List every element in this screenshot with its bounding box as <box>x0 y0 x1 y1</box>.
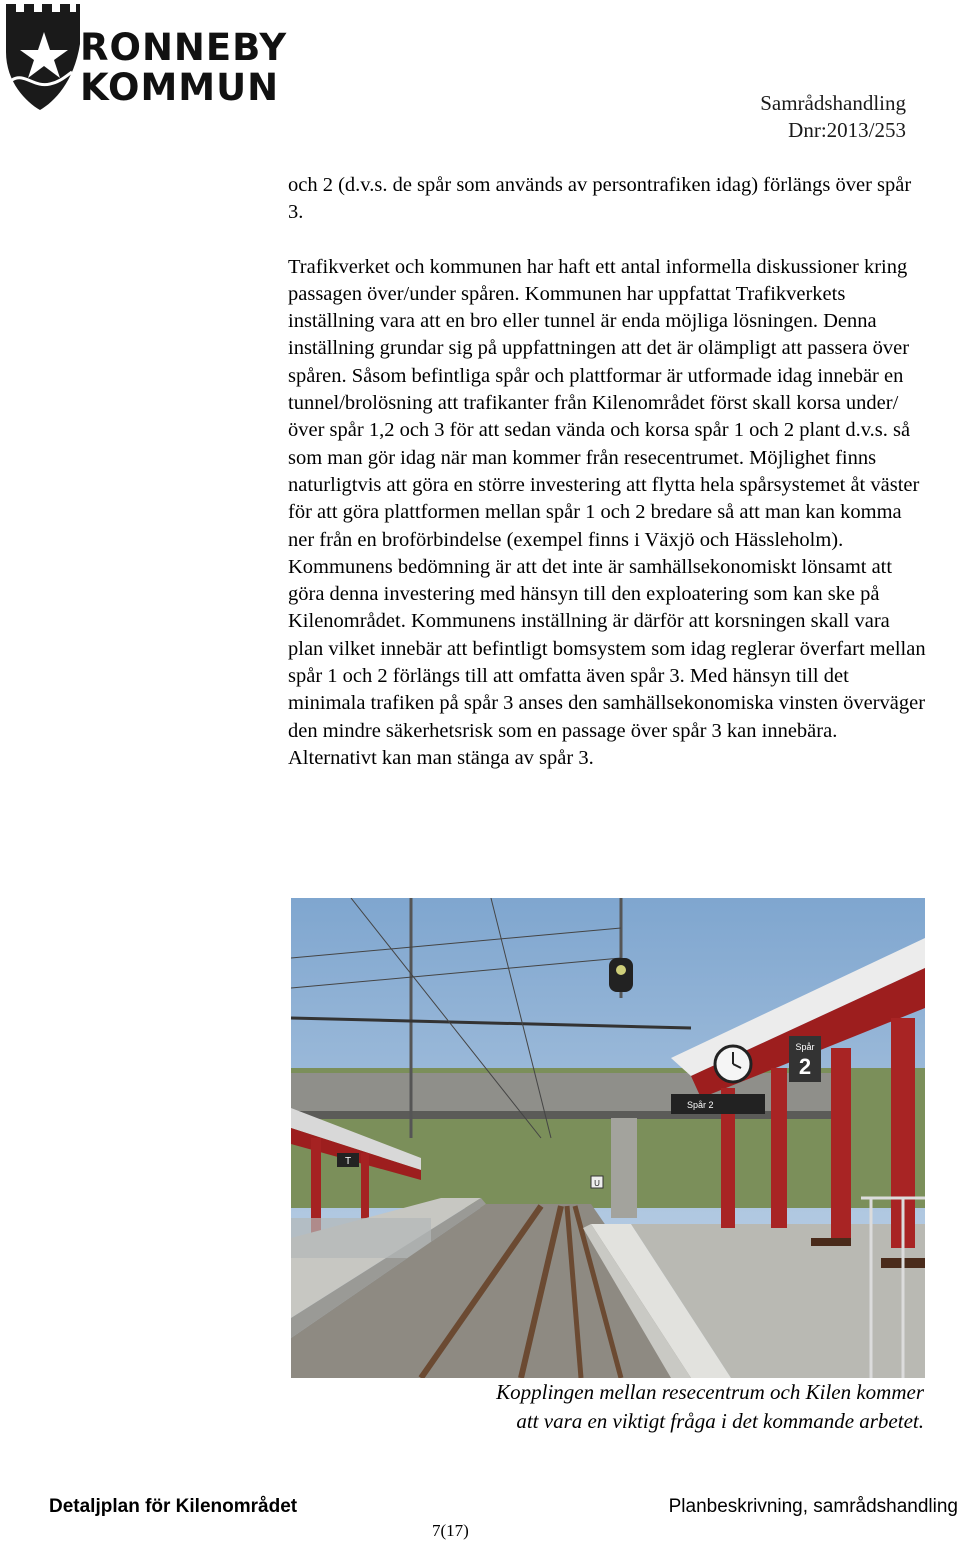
sign-t-text: T <box>344 1156 352 1167</box>
paragraph: Trafikverket och kommunen har haft ett antal informella diskussioner kring passagen över/under spåren. Kommunen har uppfattat Trafikverkets inställning vara att en bro eller tunnel är enda möjliga lösningen. Denna inställning grundar sig på uppfattningen att det är olämpligt att passera över spåren. Såsom befintliga spår och plattformar är utformade idag innebär en tunnel/brolösning att trafikanter från Kilenområdet först skall korsa under/över spår 1,2 och 3 för att sedan vända och korsa spår 1 och 2 plant d.v.s. så som man gör idag när man kommer från resecentrumet. Möjlighet finns naturligtvis att göra en större investering att flytta hela spårsystemet åt väster för att göra plattformen mellan spår 1 och 2 bredare så att man kan komma ner från en broförbindelse (exempel finns i Växjö och Hässleholm). Kommunens bedömning är att det inte är samhällsekonomiskt lönsamt att göra denna investering med hänsyn till den exploatering som kan ske på Kilenområdet. Kommunens inställning är därför att korsningen skall vara plan vilket innebär att befintligt bomsystem som idag reglerar överfart mellan spår 1 och 2 förlängs till att omfatta även spår 3. Med hänsyn till det minimala trafiken på spår 3 anses den samhällsekonomiska vinsten överväger den mindre säkerhetsrisk som en passage över spår 3 kan innebära. Alternativt kan man stänga av spår 3. <box>288 255 926 769</box>
sign-number-text: 2 <box>798 1054 812 1079</box>
sign-u-text: U <box>594 1179 600 1188</box>
document-reference <box>760 90 906 144</box>
sign-track-text: Spår <box>795 1042 815 1052</box>
footer-document-type: Planbeskrivning, samrådshandling <box>668 1496 958 1517</box>
municipality-logo <box>4 2 288 114</box>
coat-of-arms-icon <box>4 2 80 114</box>
page-number: 7(17) <box>432 1521 469 1540</box>
station-photo <box>291 898 925 1378</box>
footer-title: Detaljplan för Kilenområdet <box>49 1496 298 1517</box>
document-type: Samrådshandling <box>760 91 906 115</box>
photo-caption <box>400 1378 924 1436</box>
paragraph: och 2 (d.v.s. de spår som används av persontrafiken idag) förlängs över spår 3. <box>288 174 912 224</box>
logo-line-1: RONNEBY <box>80 26 288 69</box>
caption-line-2: att vara en viktigt fråga i det kommande arbetet. <box>516 1409 924 1433</box>
caption-line-1: Kopplingen mellan resecentrum och Kilen kommer <box>496 1380 924 1404</box>
logo-line-2: KOMMUN <box>80 66 280 109</box>
sign-small-text: Spår 2 <box>687 1100 714 1110</box>
document-number: Dnr:2013/253 <box>788 118 906 142</box>
railway-platform-illustration <box>291 898 925 1378</box>
body-text <box>288 172 928 772</box>
